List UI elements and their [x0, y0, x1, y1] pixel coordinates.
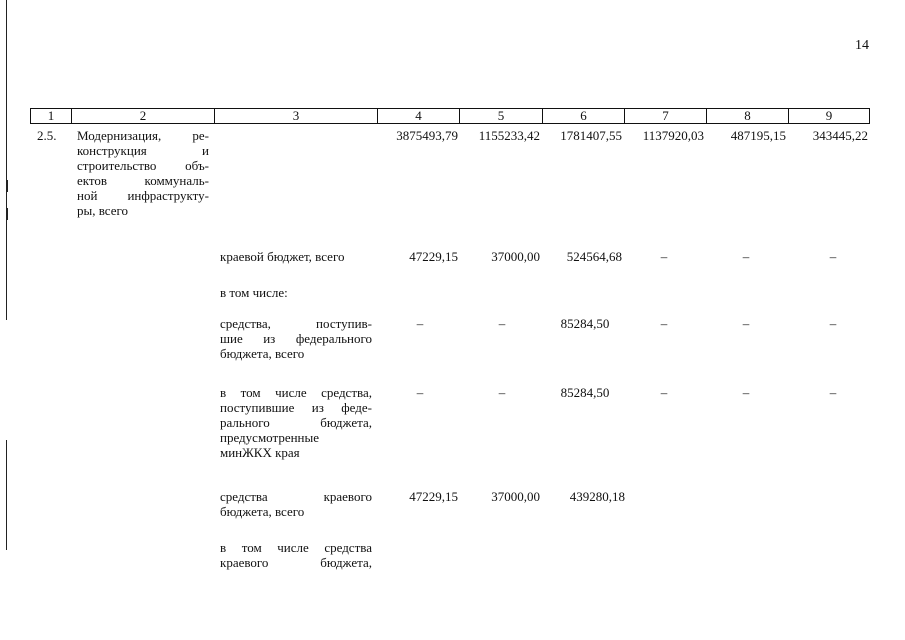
row-value-col7: 1137920,03 [642, 128, 704, 143]
sub-row-label-line: краевого бюджета, [220, 555, 372, 570]
sub-row-label-line: рального бюджета, [220, 415, 372, 430]
sub-row-label [220, 285, 372, 300]
row-name-line: конструкция и [77, 143, 209, 158]
sub-row-value: – [742, 249, 750, 264]
header-col-3: 3 [214, 109, 377, 123]
sub-row-label [220, 316, 372, 361]
header-col-2: 2 [71, 109, 214, 123]
scan-edge-mark [6, 180, 8, 192]
header-col-5: 5 [459, 109, 542, 123]
row-value-col4: 3875493,79 [396, 128, 458, 143]
sub-row-value: 37000,00 [491, 249, 540, 264]
row-value-col9: 343445,22 [812, 128, 868, 143]
sub-row-label-line: предусмотренные [220, 430, 320, 445]
scan-edge-line [6, 0, 7, 320]
sub-row-value: 85284,50 [560, 316, 610, 331]
sub-row-label-line: в том числе: [220, 285, 288, 300]
row-name-line: ектов коммуналь- [77, 173, 209, 188]
sub-row-value: 47229,15 [409, 489, 458, 504]
row-value-col8: 487195,15 [730, 128, 786, 143]
sub-row-value: – [742, 385, 750, 400]
sub-row-label-line: минЖКХ края [220, 445, 300, 460]
sub-row-value: – [829, 249, 837, 264]
row-name-line: ры, всего [77, 203, 129, 218]
sub-row-label-line: в том числе средства [220, 540, 372, 555]
row-name [77, 128, 209, 218]
sub-row-label [220, 489, 372, 519]
sub-row-value: – [498, 385, 506, 400]
sub-row-value: – [660, 316, 668, 331]
header-col-9: 9 [788, 109, 869, 123]
sub-row-value: 85284,50 [560, 385, 610, 400]
sub-row-value: – [416, 316, 424, 331]
sub-row-value: – [660, 249, 668, 264]
row-number: 2.5. [37, 128, 57, 143]
header-col-4: 4 [377, 109, 459, 123]
sub-row-label-line: шие из федерального [220, 331, 372, 346]
row-name-line: ной инфраструкту- [77, 188, 209, 203]
sub-row-label-line: средства, поступив- [220, 316, 372, 331]
sub-row-label-line: бюджета, всего [220, 346, 305, 361]
sub-row-label-line: в том числе средства, [220, 385, 372, 400]
sub-row-value: – [742, 316, 750, 331]
row-name-line: Модернизация, ре- [77, 128, 209, 143]
header-col-7: 7 [624, 109, 706, 123]
row-value-col6: 1781407,55 [560, 128, 622, 143]
sub-row-value: 524564,68 [566, 249, 622, 264]
table-header-row [30, 108, 870, 124]
scan-edge-line [6, 440, 7, 550]
sub-row-label-line: бюджета, всего [220, 504, 305, 519]
scan-edge-mark [6, 208, 8, 220]
row-value-col5: 1155233,42 [478, 128, 540, 143]
header-col-8: 8 [706, 109, 788, 123]
sub-row-label [220, 385, 372, 460]
sub-row-value: 439280,18 [569, 489, 625, 504]
page-number: 14 [855, 38, 869, 53]
header-col-6: 6 [542, 109, 624, 123]
sub-row-value: 47229,15 [409, 249, 458, 264]
row-name-line: строительство объ- [77, 158, 209, 173]
sub-row-label-line: краевой бюджет, всего [220, 249, 345, 264]
sub-row-label-line: средства краевого [220, 489, 372, 504]
sub-row-label-line: поступившие из феде- [220, 400, 372, 415]
sub-row-value: 37000,00 [491, 489, 540, 504]
sub-row-value: – [829, 385, 837, 400]
sub-row-label [220, 540, 372, 570]
sub-row-label [220, 249, 372, 264]
sub-row-value: – [498, 316, 506, 331]
sub-row-value: – [829, 316, 837, 331]
header-col-1: 1 [47, 108, 55, 123]
sub-row-value: – [416, 385, 424, 400]
sub-row-value: – [660, 385, 668, 400]
